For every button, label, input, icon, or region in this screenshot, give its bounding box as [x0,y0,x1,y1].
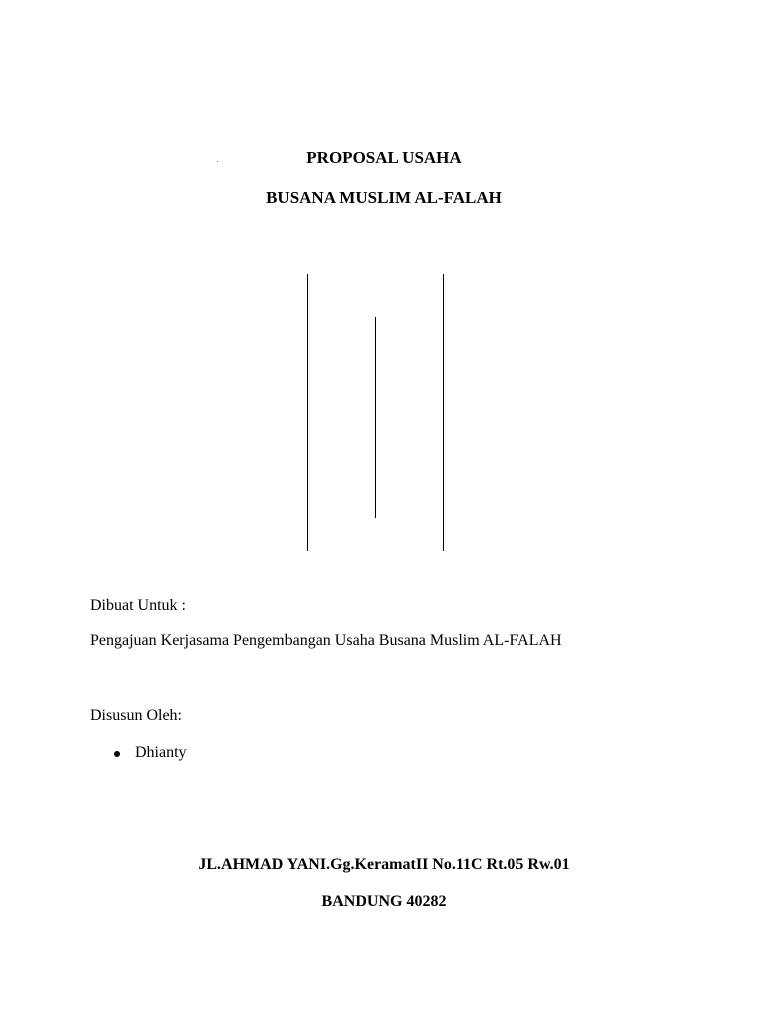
address-street: JL.AHMAD YANI.Gg.KeramatII No.11C Rt.05 Rw.01 [198,856,570,873]
address-city: BANDUNG 40282 [321,893,447,910]
author-list [112,744,187,762]
list-item [112,744,187,762]
document-subtitle: BUSANA MUSLIM AL-FALAH [266,188,502,207]
document-title: PROPOSAL USAHA [306,148,462,167]
prepared-by-label: Disusun Oleh: [90,707,182,724]
prepared-for-label: Dibuat Untuk : [90,597,186,614]
logo-line-middle [375,317,376,518]
bullet-icon [114,751,120,757]
logo-line-right [443,274,444,551]
logo-line-left [307,274,308,551]
author-name: Dhianty [135,744,187,761]
prepared-for-value: Pengajuan Kerjasama Pengembangan Usaha Busana Muslim AL-FALAH [90,632,562,649]
